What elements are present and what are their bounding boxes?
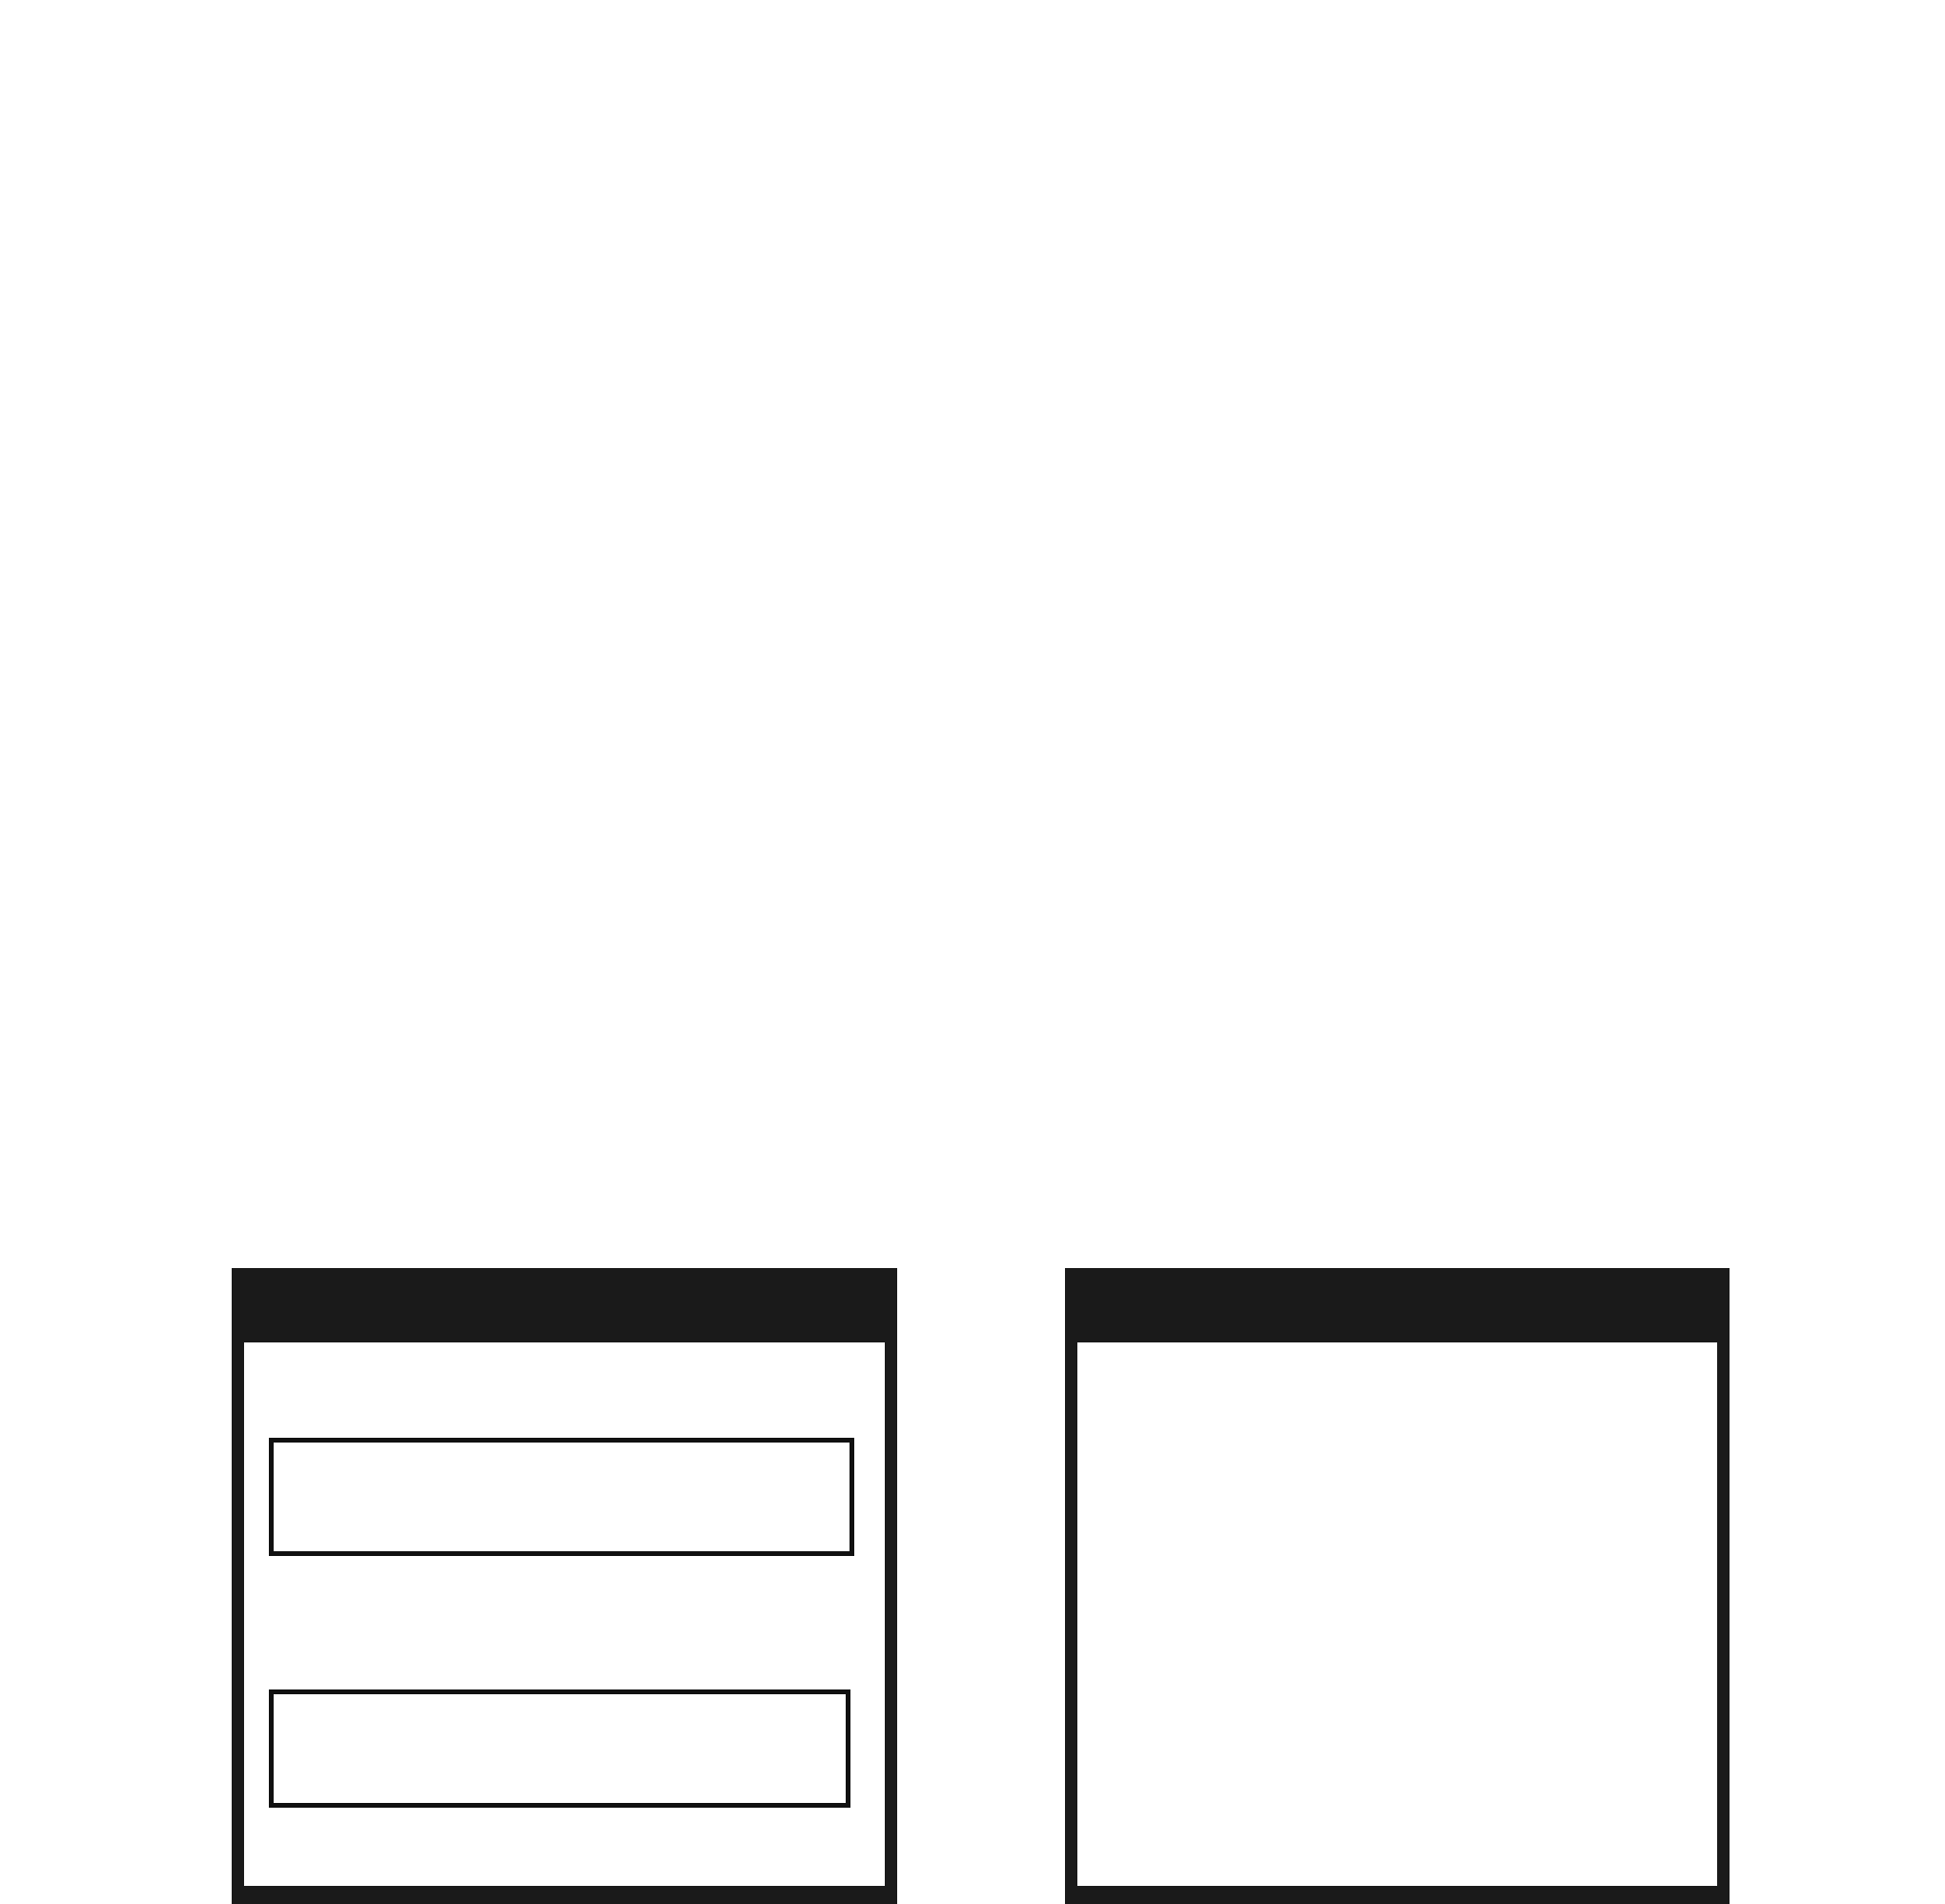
guitar-solo-body — [1077, 1342, 1717, 1886]
strum-patterns-body — [244, 1342, 885, 1886]
strum-patterns-panel — [232, 1268, 897, 1904]
guitar-solo-title — [1065, 1268, 1730, 1339]
easier-count-box — [269, 1438, 854, 1556]
scale-fretboard — [1077, 1342, 1717, 1886]
chord-chart — [0, 0, 1945, 667]
harder-count-box — [269, 1689, 850, 1808]
strum-patterns-title — [232, 1268, 897, 1339]
guitar-solo-panel — [1065, 1268, 1730, 1904]
